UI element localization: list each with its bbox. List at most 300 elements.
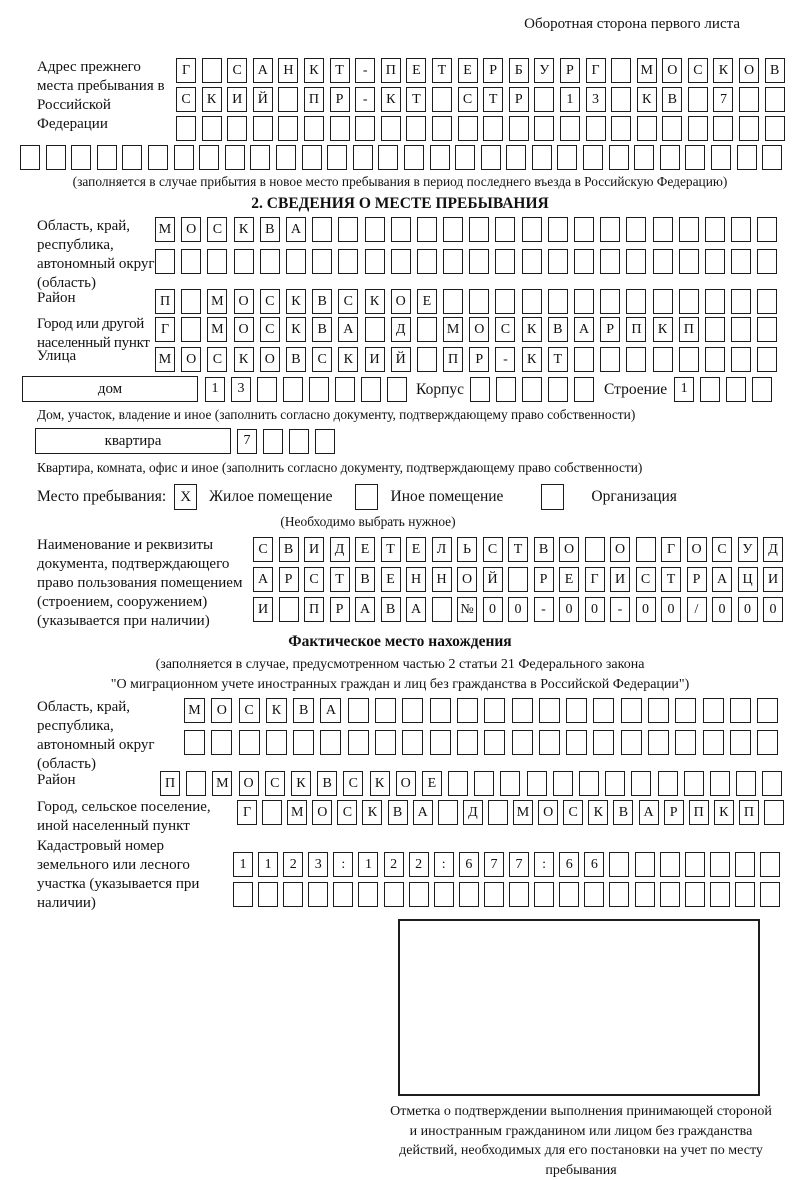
char-cell: [500, 771, 520, 796]
char-cell: 0: [483, 597, 503, 622]
char-cell: [365, 317, 385, 342]
char-cell: О: [396, 771, 416, 796]
char-cell: [417, 347, 437, 372]
char-cell: [735, 852, 755, 877]
char-cell: К: [713, 58, 733, 83]
stay-type-option-organization: Организация: [591, 488, 677, 505]
char-cell: Т: [508, 537, 528, 562]
stamp-caption: Отметка о подтверждении выполнения принимающей стороной и иностранным гражданином или лицом без гражданства действий, необходимых для его постановки на учет по месту пребывания: [390, 1104, 772, 1178]
char-cell: П: [689, 800, 709, 825]
char-cell: [611, 87, 631, 112]
char-cell: Р: [509, 87, 529, 112]
char-cell: [752, 377, 772, 402]
char-cell: -: [610, 597, 630, 622]
char-cell: [211, 730, 232, 755]
char-cell: [609, 145, 629, 170]
char-cell: О: [559, 537, 579, 562]
char-cell: [635, 852, 655, 877]
char-cell: [260, 249, 280, 274]
char-cell: [653, 347, 673, 372]
document-row-3: [253, 597, 783, 622]
char-cell: [660, 145, 680, 170]
char-cell: Н: [432, 567, 452, 592]
char-cell: [679, 249, 699, 274]
char-cell: [559, 882, 579, 907]
char-cell: [662, 116, 682, 141]
char-cell: Р: [279, 567, 299, 592]
char-cell: Р: [330, 597, 350, 622]
cadastral-row-1: [233, 852, 780, 877]
char-cell: [459, 882, 479, 907]
char-cell: М: [155, 217, 175, 242]
stay-type-checkbox-organization[interactable]: [541, 484, 564, 510]
char-cell: [757, 698, 778, 723]
char-cell: [312, 249, 332, 274]
char-cell: Н: [406, 567, 426, 592]
char-cell: С: [338, 289, 358, 314]
char-cell: [757, 217, 777, 242]
region-label: Область, край, республика, автономный округ (область): [37, 218, 155, 291]
char-cell: [600, 249, 620, 274]
char-cell: [711, 145, 731, 170]
char-cell: [406, 116, 426, 141]
char-cell: [207, 249, 227, 274]
char-cell: [757, 249, 777, 274]
char-cell: [387, 377, 407, 402]
char-cell: [713, 116, 733, 141]
char-cell: И: [304, 537, 324, 562]
char-cell: [611, 116, 631, 141]
char-cell: [484, 698, 505, 723]
prev-address-row-2: [176, 87, 785, 112]
char-cell: И: [763, 567, 783, 592]
char-cell: Т: [548, 347, 568, 372]
char-cell: [348, 698, 369, 723]
char-cell: [381, 116, 401, 141]
char-cell: [293, 730, 314, 755]
char-cell: [432, 87, 452, 112]
char-cell: П: [739, 800, 759, 825]
char-cell: [417, 317, 437, 342]
char-cell: [225, 145, 245, 170]
char-cell: [710, 852, 730, 877]
char-cell: [338, 249, 358, 274]
char-cell: [679, 347, 699, 372]
char-cell: Й: [253, 87, 273, 112]
char-cell: [302, 145, 322, 170]
stay-type-label: Место пребывания:: [37, 488, 167, 505]
char-cell: [495, 289, 515, 314]
cadastral-row-2: [233, 882, 780, 907]
char-cell: Т: [330, 567, 350, 592]
char-cell: [560, 116, 580, 141]
char-cell: [705, 289, 725, 314]
char-cell: [757, 347, 777, 372]
char-cell: [46, 145, 66, 170]
char-cell: О: [457, 567, 477, 592]
char-cell: К: [370, 771, 390, 796]
char-cell: [469, 217, 489, 242]
char-cell: В: [381, 597, 401, 622]
char-cell: [760, 852, 780, 877]
char-cell: Е: [406, 58, 426, 83]
char-cell: 1: [358, 852, 378, 877]
char-cell: [539, 698, 560, 723]
char-cell: [574, 217, 594, 242]
char-cell: [765, 87, 785, 112]
char-cell: О: [181, 347, 201, 372]
char-cell: [239, 730, 260, 755]
char-cell: [731, 217, 751, 242]
actual-district-field: [37, 771, 788, 796]
city-row: [155, 317, 777, 342]
char-cell: -: [534, 597, 554, 622]
char-cell: П: [304, 87, 324, 112]
char-cell: [522, 249, 542, 274]
char-cell: М: [443, 317, 463, 342]
char-cell: [470, 377, 490, 402]
char-cell: [731, 317, 751, 342]
char-cell: [679, 289, 699, 314]
char-cell: [703, 698, 724, 723]
char-cell: Р: [560, 58, 580, 83]
street-row: [155, 347, 777, 372]
actual-city-row: [237, 800, 784, 825]
char-cell: -: [495, 347, 515, 372]
char-cell: [155, 249, 175, 274]
char-cell: А: [338, 317, 358, 342]
stamp-box: [398, 919, 760, 1096]
char-cell: [653, 249, 673, 274]
char-cell: 2: [409, 852, 429, 877]
char-cell: Р: [534, 567, 554, 592]
char-cell: [637, 116, 657, 141]
char-cell: О: [234, 289, 254, 314]
char-cell: С: [227, 58, 247, 83]
char-cell: В: [317, 771, 337, 796]
char-cell: [283, 882, 303, 907]
char-cell: [757, 289, 777, 314]
char-cell: [417, 217, 437, 242]
char-cell: [626, 217, 646, 242]
char-cell: [333, 882, 353, 907]
char-cell: К: [202, 87, 222, 112]
char-cell: [653, 217, 673, 242]
document-row-1: [253, 537, 783, 562]
prev-address-row-4: [20, 145, 788, 170]
char-cell: [448, 771, 468, 796]
char-cell: [553, 771, 573, 796]
char-cell: [579, 771, 599, 796]
char-cell: [726, 377, 746, 402]
char-cell: [430, 730, 451, 755]
char-cell: [566, 698, 587, 723]
char-cell: Т: [381, 537, 401, 562]
char-cell: 1: [205, 377, 225, 402]
document-row-2: [253, 567, 783, 592]
char-cell: [626, 347, 646, 372]
char-cell: К: [522, 347, 542, 372]
char-cell: [443, 289, 463, 314]
prev-address-row-1: [176, 58, 785, 83]
char-cell: [378, 145, 398, 170]
char-cell: И: [253, 597, 273, 622]
char-cell: [705, 249, 725, 274]
char-cell: П: [679, 317, 699, 342]
char-cell: [432, 116, 452, 141]
char-cell: [353, 145, 373, 170]
char-cell: [600, 217, 620, 242]
actual-district-row: [160, 771, 782, 796]
region-field: [37, 217, 788, 293]
char-cell: М: [184, 698, 205, 723]
char-cell: [402, 730, 423, 755]
char-cell: А: [253, 58, 273, 83]
char-cell: Г: [155, 317, 175, 342]
char-cell: К: [365, 289, 385, 314]
street-field: [37, 347, 788, 372]
apartment-line: [35, 428, 788, 454]
char-cell: [186, 771, 206, 796]
char-cell: В: [286, 347, 306, 372]
char-cell: 0: [712, 597, 732, 622]
char-cell: [527, 771, 547, 796]
char-cell: П: [443, 347, 463, 372]
char-cell: [483, 116, 503, 141]
char-cell: [737, 145, 757, 170]
char-cell: 6: [559, 852, 579, 877]
char-cell: К: [637, 87, 657, 112]
char-cell: Г: [237, 800, 257, 825]
char-cell: [508, 567, 528, 592]
char-cell: [611, 58, 631, 83]
char-cell: [257, 377, 277, 402]
char-cell: №: [457, 597, 477, 622]
char-cell: Е: [458, 58, 478, 83]
char-cell: [458, 116, 478, 141]
char-cell: 1: [560, 87, 580, 112]
char-cell: [335, 377, 355, 402]
char-cell: [534, 882, 554, 907]
char-cell: [432, 597, 452, 622]
char-cell: [705, 347, 725, 372]
char-cell: [512, 730, 533, 755]
char-cell: [469, 289, 489, 314]
char-cell: [122, 145, 142, 170]
char-cell: [574, 249, 594, 274]
char-cell: Е: [559, 567, 579, 592]
char-cell: [757, 730, 778, 755]
char-cell: В: [548, 317, 568, 342]
char-cell: [484, 730, 505, 755]
char-cell: [20, 145, 40, 170]
char-cell: Т: [406, 87, 426, 112]
char-cell: [764, 800, 784, 825]
char-cell: [330, 116, 350, 141]
char-cell: О: [391, 289, 411, 314]
char-cell: П: [155, 289, 175, 314]
char-cell: В: [355, 567, 375, 592]
char-cell: [430, 698, 451, 723]
char-cell: [495, 217, 515, 242]
char-cell: У: [534, 58, 554, 83]
char-cell: -: [355, 58, 375, 83]
stay-type-checkbox-other[interactable]: [355, 484, 378, 510]
char-cell: 1: [258, 852, 278, 877]
char-cell: [262, 800, 282, 825]
stay-type-checkbox-residential[interactable]: X: [174, 484, 197, 510]
char-cell: [679, 217, 699, 242]
char-cell: 2: [384, 852, 404, 877]
document-field: [37, 536, 788, 631]
char-cell: [548, 249, 568, 274]
char-cell: С: [483, 537, 503, 562]
char-cell: Д: [463, 800, 483, 825]
char-cell: С: [636, 567, 656, 592]
char-cell: М: [513, 800, 533, 825]
prev-address-label: Адрес прежнего места пребывания в Российской Федерации: [37, 59, 165, 132]
char-cell: 3: [586, 87, 606, 112]
char-cell: [762, 145, 782, 170]
char-cell: 7: [237, 429, 257, 454]
char-cell: [391, 217, 411, 242]
char-cell: 3: [308, 852, 328, 877]
char-cell: В: [312, 317, 332, 342]
char-cell: [584, 882, 604, 907]
char-cell: С: [563, 800, 583, 825]
char-cell: К: [522, 317, 542, 342]
district-label: Район: [37, 290, 76, 306]
char-cell: 0: [585, 597, 605, 622]
page-header-note: Оборотная сторона первого листа: [524, 16, 740, 32]
char-cell: [365, 217, 385, 242]
char-cell: [233, 882, 253, 907]
char-cell: [583, 145, 603, 170]
actual-region-field: [37, 698, 788, 774]
apartment-caption: Квартира, комната, офис и иное (заполнить согласно документу, подтверждающему право собственности): [37, 460, 643, 475]
char-cell: С: [337, 800, 357, 825]
apartment-box: квартира: [35, 428, 231, 454]
char-cell: [557, 145, 577, 170]
char-cell: 3: [231, 377, 251, 402]
char-cell: [495, 249, 515, 274]
char-cell: М: [207, 317, 227, 342]
actual-region-label: Область, край, республика, автономный округ (область): [37, 699, 155, 772]
house-cells: [205, 377, 407, 402]
char-cell: [621, 698, 642, 723]
city-label: Город или другой населенный пункт: [37, 316, 150, 351]
prev-address-row-3: [176, 116, 785, 141]
char-cell: С: [176, 87, 196, 112]
char-cell: [648, 698, 669, 723]
region-row-2: [155, 249, 777, 274]
char-cell: М: [287, 800, 307, 825]
char-cell: [253, 116, 273, 141]
char-cell: 7: [509, 852, 529, 877]
char-cell: [227, 116, 247, 141]
char-cell: Р: [469, 347, 489, 372]
char-cell: О: [662, 58, 682, 83]
char-cell: Р: [664, 800, 684, 825]
char-cell: Т: [330, 58, 350, 83]
stay-type-note: (Необходимо выбрать нужное): [280, 514, 456, 529]
char-cell: А: [639, 800, 659, 825]
char-cell: [309, 377, 329, 402]
korpus-cells: [470, 377, 594, 402]
char-cell: 1: [674, 377, 694, 402]
house-caption: Дом, участок, владение и иное (заполнить согласно документу, подтверждающему право собственности): [37, 407, 636, 422]
stay-type-option-other: Иное помещение: [390, 488, 504, 505]
char-cell: О: [610, 537, 630, 562]
char-cell: С: [712, 537, 732, 562]
char-cell: В: [293, 698, 314, 723]
char-cell: М: [207, 289, 227, 314]
char-cell: [391, 249, 411, 274]
char-cell: 1: [233, 852, 253, 877]
char-cell: [283, 377, 303, 402]
char-cell: 6: [584, 852, 604, 877]
char-cell: [404, 145, 424, 170]
stroenie-cells: [674, 377, 772, 402]
char-cell: К: [714, 800, 734, 825]
char-cell: У: [738, 537, 758, 562]
char-cell: [488, 800, 508, 825]
char-cell: 0: [636, 597, 656, 622]
char-cell: [522, 289, 542, 314]
char-cell: [609, 882, 629, 907]
char-cell: [512, 698, 533, 723]
char-cell: [279, 597, 299, 622]
char-cell: Д: [763, 537, 783, 562]
char-cell: [484, 882, 504, 907]
actual-location-note-1: (заполняется в случае, предусмотренном частью 2 статьи 21 Федерального закона: [155, 657, 645, 672]
char-cell: [496, 377, 516, 402]
char-cell: [312, 217, 332, 242]
char-cell: -: [355, 87, 375, 112]
char-cell: [304, 116, 324, 141]
char-cell: [278, 87, 298, 112]
char-cell: [685, 852, 705, 877]
char-cell: [730, 730, 751, 755]
char-cell: С: [265, 771, 285, 796]
char-cell: 0: [738, 597, 758, 622]
char-cell: [308, 882, 328, 907]
char-cell: Г: [661, 537, 681, 562]
char-cell: О: [234, 317, 254, 342]
actual-city-label: Город, сельское поселение, иной населенный пункт: [37, 799, 211, 834]
char-cell: [384, 882, 404, 907]
char-cell: [600, 289, 620, 314]
char-cell: С: [688, 58, 708, 83]
char-cell: К: [381, 87, 401, 112]
char-cell: И: [610, 567, 630, 592]
char-cell: К: [286, 289, 306, 314]
char-cell: [688, 116, 708, 141]
char-cell: [361, 377, 381, 402]
char-cell: :: [434, 852, 454, 877]
char-cell: С: [207, 217, 227, 242]
char-cell: [338, 217, 358, 242]
char-cell: С: [304, 567, 324, 592]
char-cell: [705, 217, 725, 242]
char-cell: [263, 429, 283, 454]
char-cell: С: [253, 537, 273, 562]
char-cell: Е: [355, 537, 375, 562]
char-cell: О: [181, 217, 201, 242]
char-cell: :: [534, 852, 554, 877]
char-cell: [181, 289, 201, 314]
char-cell: [593, 730, 614, 755]
